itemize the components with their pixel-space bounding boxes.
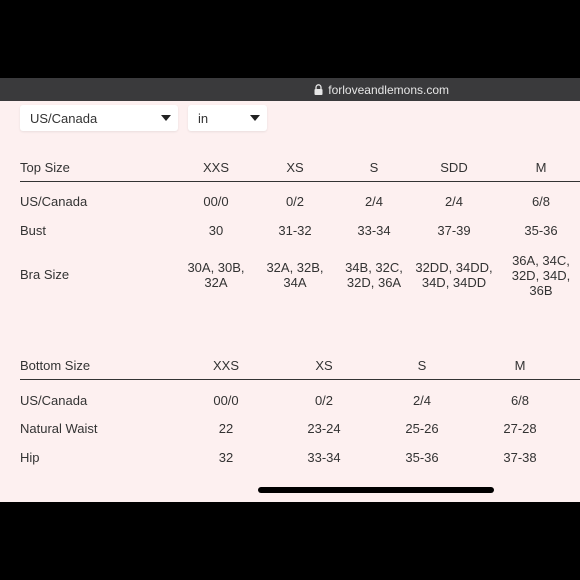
bottom-size-table-cell: 22	[218, 421, 234, 436]
top-size-table-cell	[496, 253, 580, 298]
top-size-column-header: XXS	[202, 160, 229, 175]
top-size-table-cell: 35-36	[524, 223, 558, 238]
top-size-table-cell	[409, 260, 499, 290]
bottom-size-column-header: XXS	[212, 358, 239, 373]
top-size-column-header: M	[535, 160, 547, 175]
url-text: forloveandlemons.com	[328, 82, 449, 97]
top-size-table-cell-line: 32D, 36A	[346, 275, 402, 290]
home-indicator	[258, 487, 494, 493]
chevron-down-icon	[250, 115, 260, 121]
unit-select-value: in	[198, 110, 209, 126]
top-size-row-label: Bra Size	[20, 267, 70, 282]
unit-select[interactable]	[188, 105, 267, 131]
top-size-row-label: US/Canada	[20, 194, 88, 209]
top-size-table-cell: 33-34	[357, 223, 391, 238]
top-size-header-divider	[20, 181, 580, 182]
url-bar[interactable]	[0, 78, 580, 101]
bottom-size-column-header: XS	[315, 358, 333, 373]
top-size-table-cell: 2/4	[364, 194, 384, 209]
bottom-size-table-cell: 00/0	[213, 393, 239, 408]
bottom-size-table-cell: 0/2	[314, 393, 334, 408]
top-size-table-cell-line: 32D, 34D,	[511, 267, 571, 283]
bottom-size-header-label: Bottom Size	[20, 358, 91, 373]
top-size-table-cell-line: 34B, 32C,	[345, 260, 403, 275]
top-size-table-cell-line: 32A	[204, 275, 228, 290]
top-size-table-cell: 30	[208, 223, 224, 238]
bottom-size-table-cell: 37-38	[503, 450, 537, 465]
bottom-size-table-cell: 35-36	[405, 450, 439, 465]
top-size-table-cell-line: 36A, 34C,	[512, 252, 570, 268]
bottom-size-table-cell: 6/8	[510, 393, 530, 408]
top-size-table-cell-line: 34D, 34DD	[421, 275, 487, 290]
top-size-table-cell: 0/2	[285, 194, 305, 209]
bottom-size-row-label: US/Canada	[20, 393, 88, 408]
top-size-table-cell	[171, 260, 261, 290]
bottom-size-row-label: Natural Waist	[20, 421, 98, 436]
top-size-table-cell-line: 30A, 30B,	[187, 260, 245, 275]
lock-icon	[314, 84, 323, 95]
top-size-column-header: S	[369, 160, 379, 175]
top-size-table-cell: 37-39	[437, 223, 471, 238]
bottom-size-header-divider	[20, 379, 580, 380]
region-select-value: US/Canada	[30, 110, 98, 126]
region-select[interactable]	[20, 105, 178, 131]
top-size-table-cell-line: 34A	[283, 275, 307, 290]
top-size-column-header: SDD	[440, 160, 468, 175]
top-size-header-label: Top Size	[20, 160, 70, 175]
bottom-size-table-cell: 27-28	[503, 421, 537, 436]
bottom-size-column-header: S	[417, 358, 427, 373]
bottom-size-table-cell: 2/4	[412, 393, 432, 408]
top-size-table-cell-line: 32A, 32B,	[266, 260, 324, 275]
top-size-table-cell	[329, 260, 419, 290]
bottom-size-table-cell: 32	[218, 450, 234, 465]
top-size-row-label: Bust	[20, 223, 47, 238]
top-size-table-cell: 31-32	[278, 223, 312, 238]
bottom-size-table-cell: 25-26	[405, 421, 439, 436]
bottom-size-column-header: M	[514, 358, 526, 373]
top-size-column-header: XS	[286, 160, 304, 175]
top-size-table-cell: 2/4	[444, 194, 464, 209]
top-size-table-cell-line: 32DD, 34DD,	[415, 260, 493, 275]
bottom-size-table-cell: 33-34	[307, 450, 341, 465]
bottom-size-table-cell: 23-24	[307, 421, 341, 436]
bottom-size-row-label: Hip	[20, 450, 40, 465]
browser-screen	[0, 78, 580, 502]
top-size-table-cell: 00/0	[203, 194, 229, 209]
chevron-down-icon	[161, 115, 171, 121]
top-size-table-cell-line: 36B	[529, 282, 553, 298]
top-size-table-cell	[250, 260, 340, 290]
top-size-table-cell: 6/8	[531, 194, 551, 209]
